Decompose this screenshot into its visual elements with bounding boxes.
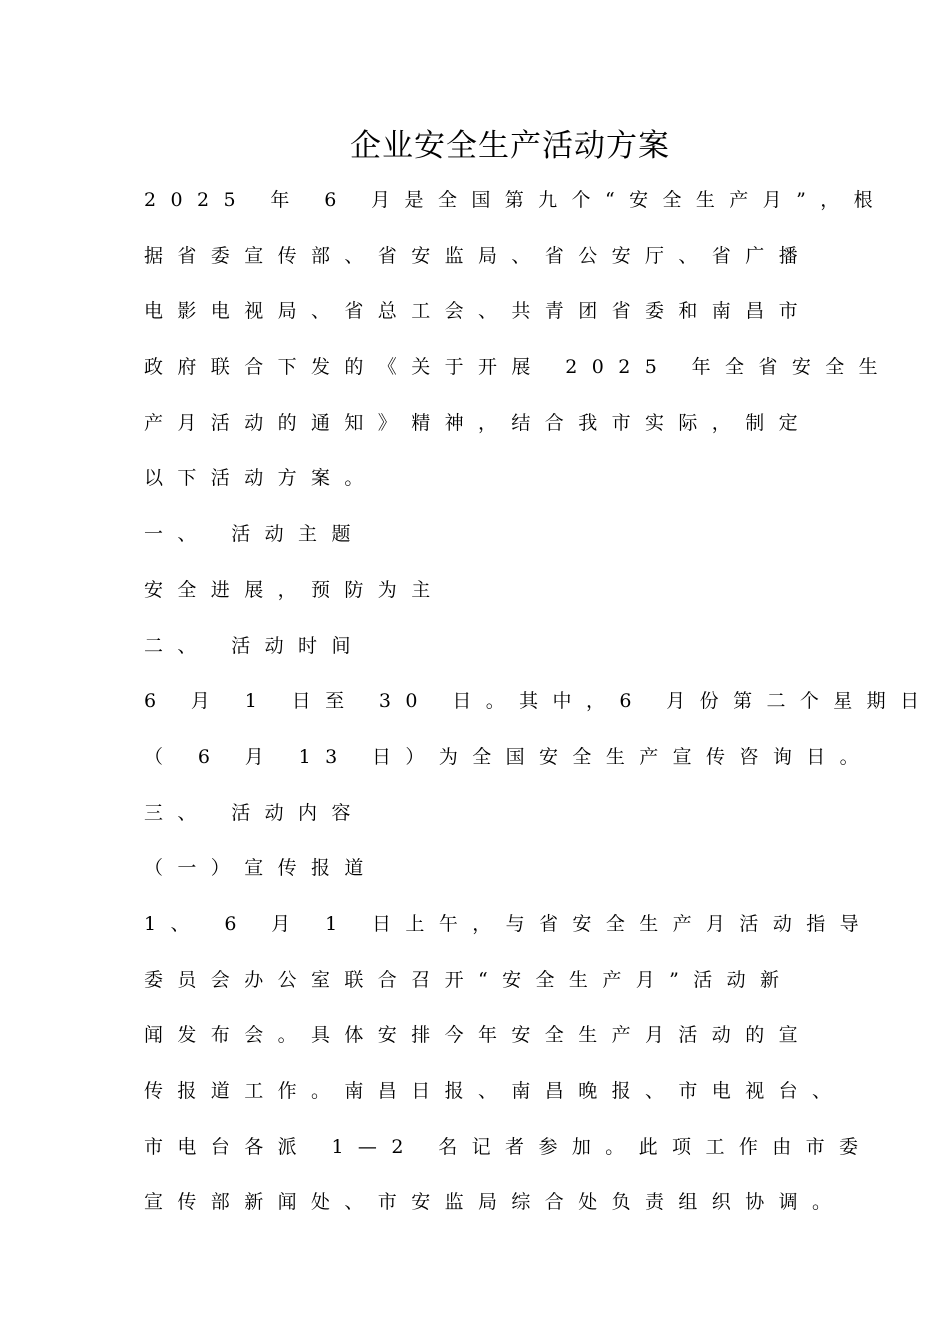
section-heading-theme: 一、 活动主题 bbox=[144, 523, 365, 546]
body-line: 电影电视局、省总工会、共青团省委和南昌市 bbox=[144, 300, 813, 323]
document-body bbox=[144, 182, 934, 1240]
body-line: 闻发布会。具体安排今年安全生产月活动的宣 bbox=[144, 1024, 813, 1047]
document-title: 企业安全生产活动方案 bbox=[350, 128, 670, 164]
body-line: 委员会办公室联合召开“安全生产月”活动新 bbox=[144, 968, 794, 991]
body-line: 产月活动的通知》精神，结合我市实际，制定 bbox=[144, 411, 813, 434]
body-line: 据省委宣传部、省安监局、省公安厅、省广播 bbox=[144, 244, 813, 267]
body-line: 宣传部新闻处、市安监局综合处负责组织协调。 bbox=[144, 1191, 846, 1214]
body-line: 6 月 1 日至 30 日。其中，6 月份第二个星期日 bbox=[144, 690, 934, 713]
body-line: 传报道工作。南昌日报、南昌晚报、市电视台、 bbox=[144, 1080, 846, 1102]
body-line: 1、 6 月 1 日上午，与省安全生产月活动指导 bbox=[144, 912, 874, 935]
subsection-heading-publicity: （一）宣传报道 bbox=[144, 857, 378, 880]
body-line: 市电台各派 1—2 名记者参加。此项工作由市委 bbox=[144, 1135, 873, 1158]
section-heading-time: 二、 活动时间 bbox=[144, 634, 365, 657]
body-line: 2025 年 6 月是全国第九个“安全生产月”，根 bbox=[144, 189, 887, 211]
body-line: （ 6 月 13 日）为全国安全生产宣传咨询日。 bbox=[144, 745, 874, 768]
body-line: 以下活动方案。 bbox=[144, 467, 378, 490]
body-line: 安全进展，预防为主 bbox=[144, 578, 445, 601]
body-line: 政府联合下发的《关于开展 2025 年全省安全生 bbox=[144, 356, 893, 379]
section-heading-content: 三、 活动内容 bbox=[144, 801, 365, 824]
